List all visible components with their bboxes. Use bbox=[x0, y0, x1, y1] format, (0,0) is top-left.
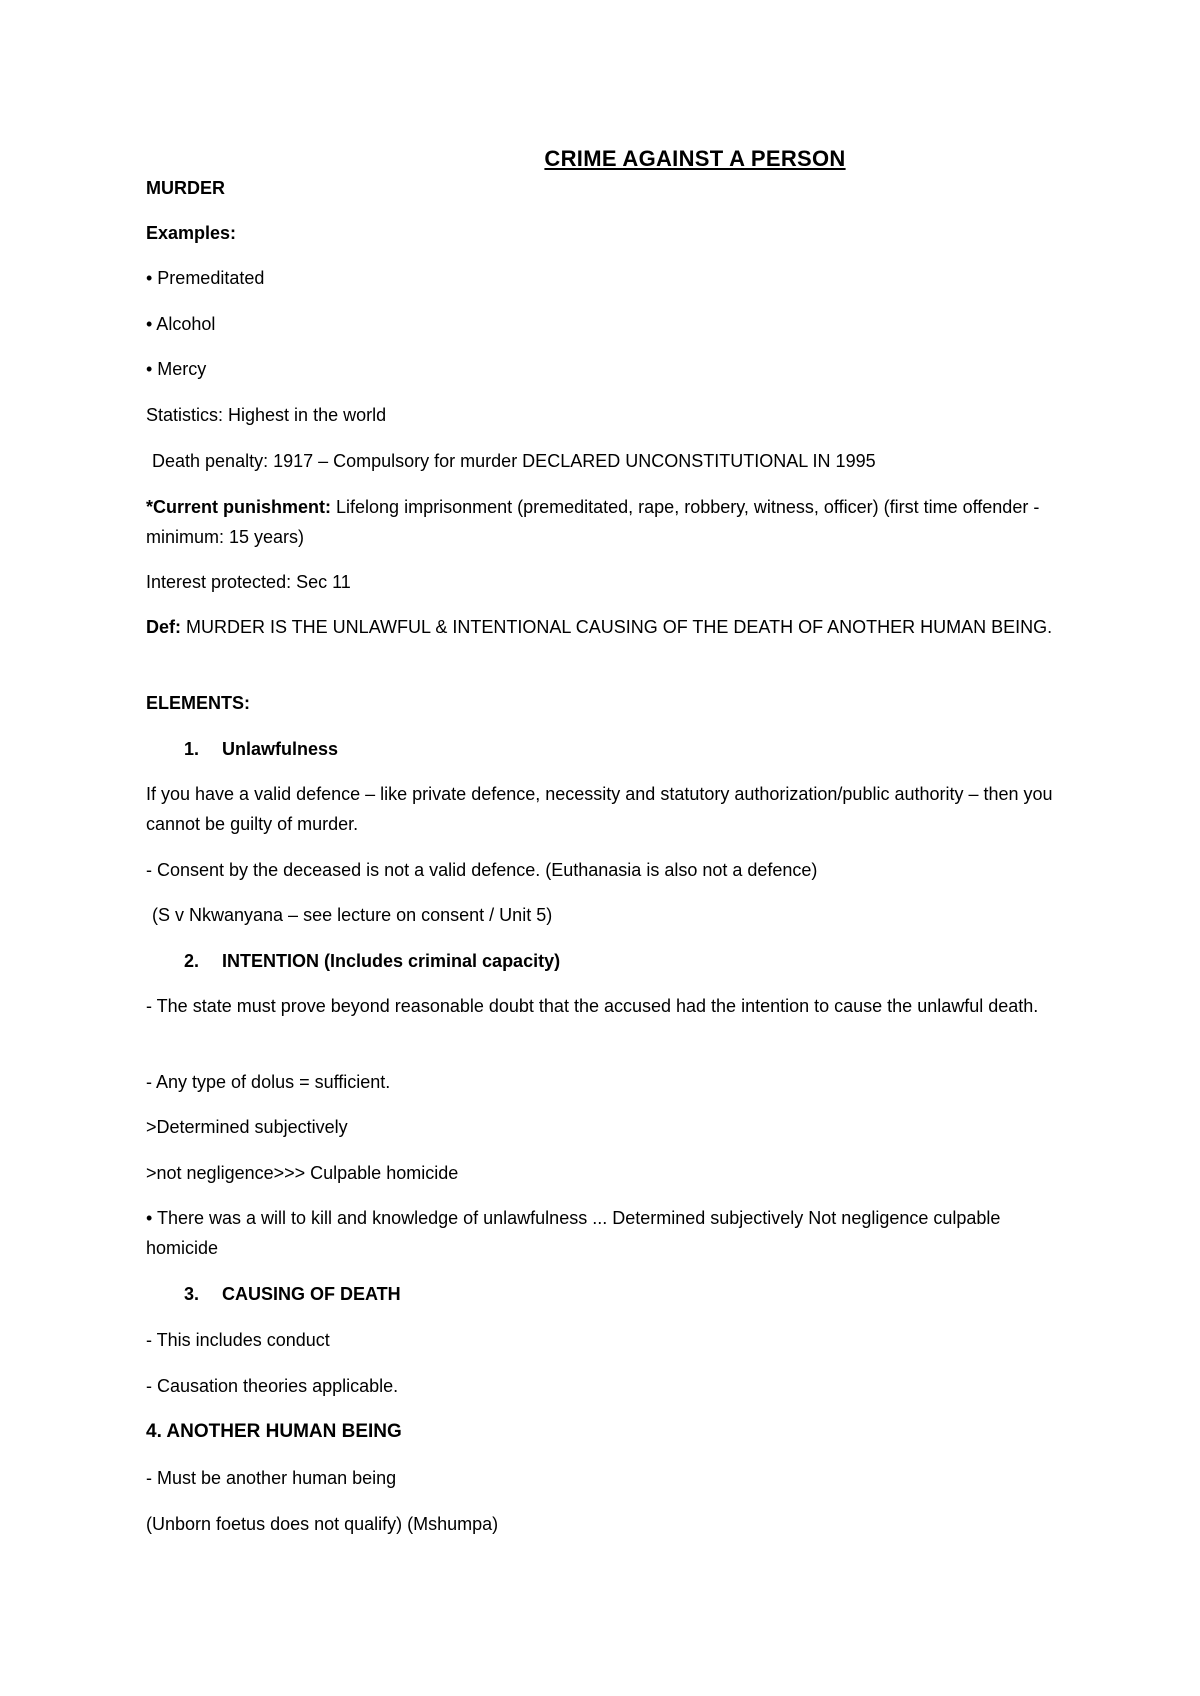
element-1-paragraph: If you have a valid defence – like private defence, necessity and statutory authorization/public authority – then you cannot be guilty of murder. bbox=[146, 784, 1053, 834]
element-3-paragraph: - Causation theories applicable. bbox=[146, 1376, 399, 1396]
def-label: Def: bbox=[146, 617, 181, 637]
page-title: CRIME AGAINST A PERSON bbox=[544, 146, 846, 171]
element-title: CAUSING OF DEATH bbox=[222, 1284, 401, 1304]
definition bbox=[146, 612, 1066, 642]
element-number: 3. bbox=[184, 1284, 200, 1304]
element-2-paragraph: - The state must prove beyond reasonable doubt that the accused had the intention to cause the unlawful death. bbox=[146, 996, 1039, 1016]
element-1-heading bbox=[184, 734, 1104, 764]
example-item: • Mercy bbox=[146, 359, 207, 379]
element-title: Unlawfulness bbox=[222, 739, 339, 759]
element-3-heading bbox=[184, 1279, 1104, 1309]
element-2-paragraph: • There was a will to kill and knowledge of unlawfulness ... Determined subjectively Not negligence culpable homicide bbox=[146, 1208, 1001, 1258]
element-2-paragraph: >Determined subjectively bbox=[146, 1117, 348, 1137]
punishment-text: Lifelong imprisonment (premeditated, rape, robbery, witness, officer) (first time offender - minimum: 15 years) bbox=[146, 497, 1040, 547]
element-2-paragraph: >not negligence>>> Culpable homicide bbox=[146, 1163, 459, 1183]
element-1-paragraph: - Consent by the deceased is not a valid defence. (Euthanasia is also not a defence) bbox=[146, 860, 818, 880]
elements-heading: ELEMENTS: bbox=[146, 693, 251, 713]
element-title: INTENTION (Includes criminal capacity) bbox=[222, 951, 561, 971]
current-punishment bbox=[146, 492, 1066, 552]
punishment-label: *Current punishment: bbox=[146, 497, 332, 517]
element-number: 2. bbox=[184, 951, 200, 971]
interest-protected: Interest protected: Sec 11 bbox=[146, 572, 351, 592]
death-penalty-text: Death penalty: 1917 – Compulsory for murder DECLARED UNCONSTITUTIONAL IN 1995 bbox=[152, 451, 876, 471]
element-4-heading: 4. ANOTHER HUMAN BEING bbox=[146, 1421, 402, 1442]
def-text: MURDER IS THE UNLAWFUL & INTENTIONAL CAUSING OF THE DEATH OF ANOTHER HUMAN BEING. bbox=[181, 617, 1053, 637]
element-number: 1. bbox=[184, 739, 200, 759]
statistics-text: Statistics: Highest in the world bbox=[146, 405, 387, 425]
example-item: • Alcohol bbox=[146, 314, 216, 334]
element-4-paragraph: - Must be another human being bbox=[146, 1468, 397, 1488]
element-2-heading bbox=[184, 946, 1104, 976]
element-3-paragraph: - This includes conduct bbox=[146, 1330, 330, 1350]
murder-heading: MURDER bbox=[146, 178, 225, 198]
example-item: • Premeditated bbox=[146, 268, 265, 288]
element-1-paragraph: (S v Nkwanyana – see lecture on consent / Unit 5) bbox=[152, 905, 553, 925]
element-2-paragraph: - Any type of dolus = sufficient. bbox=[146, 1072, 391, 1092]
examples-heading: Examples: bbox=[146, 223, 237, 243]
element-4-paragraph: (Unborn foetus does not qualify) (Mshumpa) bbox=[146, 1514, 499, 1534]
